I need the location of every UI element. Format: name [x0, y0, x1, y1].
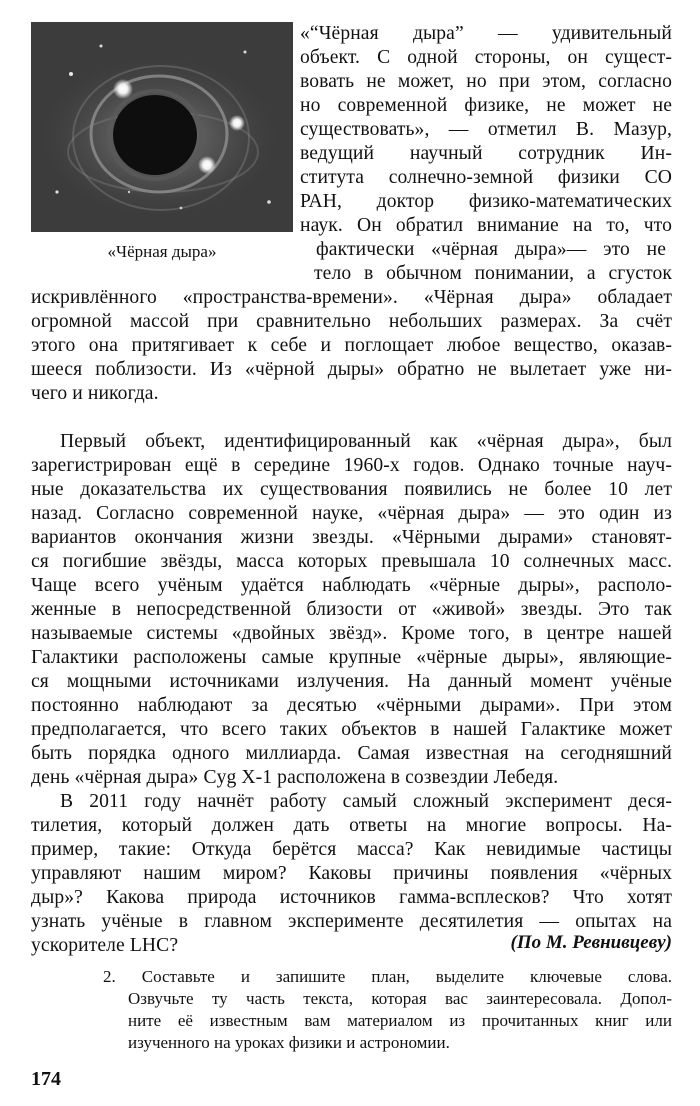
para2-line: называемые системы «двойных звёзд». Кроме того, в центре нашей [31, 623, 672, 644]
para1-line: огромной массой при сравнительно небольших размерах. За счёт [31, 311, 672, 332]
intro-line: тело в обычном понимании, а сгусток [314, 263, 672, 284]
black-hole-photo [31, 22, 293, 232]
para3-line: узнать учёные в главном эксперименте десятилетия — опытах на [31, 911, 672, 932]
para2-line: женные в непосредственной близости от «живой» звезды. Это так [31, 599, 672, 620]
para2-line: ные доказательства их существования появились не более 10 лет [31, 479, 672, 500]
para3-line: пример, такие: Откуда берётся масса? Как невидимые частицы [31, 839, 672, 860]
para2-line: предполагается, что всего таких объектов в нашей Галактике может [31, 719, 672, 740]
author-attribution: (По М. Ревнивцеву) [510, 932, 672, 953]
para2-line: Галактики расположены самые крупные «чёрные дыры», являющие- [31, 647, 672, 668]
para2-line: ся мощными источниками излучения. На данный момент учёные [31, 671, 672, 692]
para2-line: Чаще всего учёным удаётся наблюдать «чёрные дыры», располо- [31, 575, 672, 596]
black-hole-illustration [31, 22, 293, 232]
para3-line: ускорителе LHC? [31, 935, 179, 956]
para2-line: вариантов окончания жизни звезды. «Чёрными дырами» становят- [31, 527, 672, 548]
intro-line: «“Чёрная дыра” — удивительный [300, 23, 672, 44]
task-line: ните её известным вам материалом из прочитанных книг или [128, 1011, 672, 1030]
para3-line: дыр»? Какова природа источников гамма-всплесков? Что хотят [31, 887, 672, 908]
para1-line: этого она притягивает к себе и поглощает любое вещество, оказав- [31, 335, 672, 356]
para2-line: Первый объект, идентифицированный как «чёрная дыра», был [60, 431, 672, 452]
para2-line: постоянно наблюдают за десятью «чёрными дырами». При этом [31, 695, 672, 716]
para3-line: В 2011 году начнёт работу самый сложный эксперимент деся- [60, 791, 672, 812]
task-line: Озвучьте ту часть текста, которая вас заинтересовала. Допол- [128, 989, 672, 1008]
intro-line: РАН, доктор физико-математических [300, 191, 672, 212]
page-number: 174 [31, 1068, 61, 1090]
intro-line: объект. С одной стороны, он сущест- [300, 47, 672, 68]
para1-line: шееся поблизости. Из «чёрной дыры» обратно не вылетает уже ни- [31, 359, 672, 380]
para2-line: быть порядка одного миллиарда. Самая известная на сегодняшний [31, 743, 672, 764]
intro-line: фактически «чёрная дыра»— это не [316, 239, 666, 260]
intro-line: наук. Он обратил внимание на то, что [300, 215, 672, 236]
intro-line: существовать», — отметил В. Мазур, [300, 119, 672, 140]
intro-line: но современной физике, не может не [300, 95, 672, 116]
para1-line: искривлённого «пространства-времени». «Чёрная дыра» обладает [31, 287, 672, 308]
para2-line: ся погибшие звёзды, масса которых превышала 10 солнечных масс. [31, 551, 672, 572]
para1-line: чего и никогда. [31, 383, 159, 404]
photo-caption: «Чёрная дыра» [107, 242, 217, 261]
task-line: изученного на уроках физики и астрономии. [128, 1033, 450, 1052]
para2-line: зарегистрирован ещё в середине 1960-х годов. Однако точные науч- [31, 455, 672, 476]
para3-line: управляют нашим миром? Каковы причины появления «чёрных [31, 863, 672, 884]
para2-line: назад. Согласно современной науке, «чёрная дыра» — это один из [31, 503, 672, 524]
intro-line: ведущий научный сотрудник Ин- [300, 143, 672, 164]
intro-line: ститута солнечно-земной физики СО [300, 167, 672, 188]
intro-line: вовать не может, но при этом, согласно [300, 71, 672, 92]
para2-line: день «чёрная дыра» Cyg X-1 расположена в созвездии Лебедя. [31, 767, 559, 788]
para3-line: тилетия, который должен дать ответы на многие вопросы. На- [31, 815, 672, 836]
task-line: 2. Составьте и запишите план, выделите ключевые слова. [103, 967, 672, 986]
